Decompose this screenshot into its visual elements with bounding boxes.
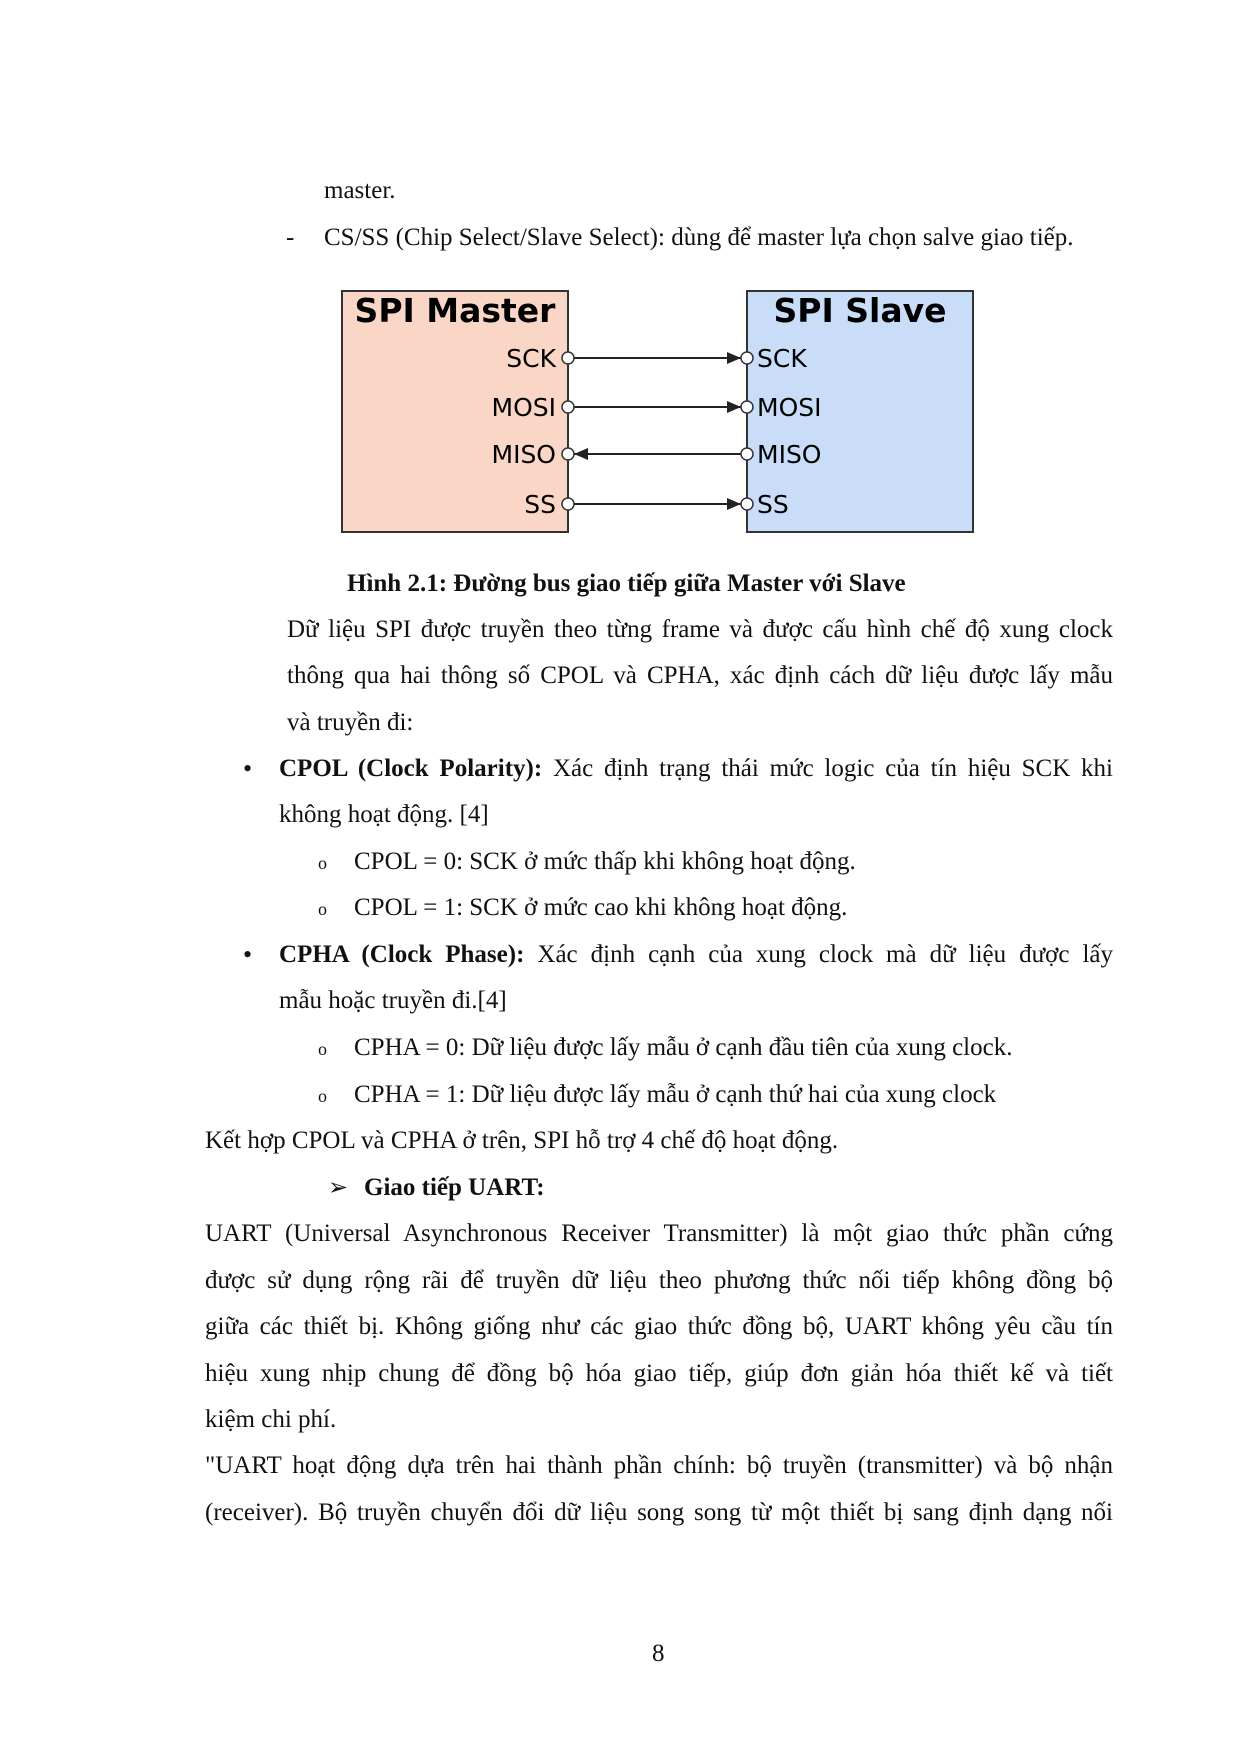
arrowhead-ss — [727, 498, 741, 510]
cpol-line2: không hoạt động. [4] — [279, 801, 489, 828]
spi-diagram — [341, 290, 977, 536]
cpol-sub-1: CPOL = 1: SCK ở mức cao khi không hoạt động. — [354, 894, 848, 921]
uart-para2-line1: "UART hoạt động dựa trên hai thành phần chính: bộ truyền (transmitter) và bộ nhận — [205, 1452, 1113, 1479]
arrowhead-miso — [574, 448, 588, 460]
slave-pin-sck — [741, 352, 753, 364]
dash-bullet: - — [286, 224, 295, 251]
cpha-term: CPHA (Clock Phase): — [279, 941, 525, 968]
master-title: SPI Master — [354, 291, 556, 330]
slave-pin-miso — [741, 448, 753, 460]
bullet-o: o — [318, 1039, 327, 1059]
cpha-sub-0: CPHA = 0: Dữ liệu được lấy mẫu ở cạnh đầu tiên của xung clock. — [354, 1034, 1013, 1061]
modes-line: Kết hợp CPOL và CPHA ở trên, SPI hỗ trợ 4 chế độ hoạt động. — [205, 1127, 839, 1154]
slave-pin-ss — [741, 498, 753, 510]
master-pin-mosi — [562, 401, 574, 413]
cpol-term: CPOL (Clock Polarity): — [279, 755, 543, 782]
slave-pin-mosi — [741, 401, 753, 413]
cs-ss-line: CS/SS (Chip Select/Slave Select): dùng để master lựa chọn salve giao tiếp. — [324, 224, 1074, 251]
uart-para1-line2: được sử dụng rộng rãi để truyền dữ liệu theo phương thức nối tiếp không đồng bộ — [205, 1267, 1113, 1294]
bullet-dot: • — [243, 940, 253, 969]
master-signal-ss: SS — [524, 490, 556, 519]
cpha-line1 — [279, 941, 1113, 969]
cpol-line1 — [279, 755, 1113, 783]
uart-para1-line4: hiệu xung nhịp chung để đồng bộ hóa giao tiếp, giúp đơn giản hóa thiết kế và tiết — [205, 1360, 1113, 1387]
slave-title: SPI Slave — [773, 291, 947, 330]
slave-signal-miso: MISO — [757, 440, 822, 469]
cpha-sub-1: CPHA = 1: Dữ liệu được lấy mẫu ở cạnh thứ hai của xung clock — [354, 1081, 997, 1108]
uart-para2-line2: (receiver). Bộ truyền chuyển đổi dữ liệu song song từ một thiết bị sang định dạng nối — [205, 1499, 1113, 1526]
cpha-desc: Xác định cạnh của xung clock mà dữ liệu được lấy — [524, 941, 1114, 968]
intro-continuation: master. — [324, 177, 396, 204]
slave-signal-mosi: MOSI — [757, 393, 822, 422]
uart-para1-line3: giữa các thiết bị. Không giống như các giao thức đồng bộ, UART không yêu cầu tín — [205, 1313, 1113, 1340]
cpha-line2: mẫu hoặc truyền đi.[4] — [279, 987, 507, 1014]
master-pin-ss — [562, 498, 574, 510]
para1-line2: thông qua hai thông số CPOL và CPHA, xác định cách dữ liệu được lấy mẫu — [287, 662, 1113, 689]
cpol-sub-0: CPOL = 0: SCK ở mức thấp khi không hoạt động. — [354, 848, 856, 875]
master-pin-sck — [562, 352, 574, 364]
cpol-desc: Xác định trạng thái mức logic của tín hiệu SCK khi — [542, 755, 1113, 782]
page-number: 8 — [652, 1640, 665, 1667]
slave-signal-sck: SCK — [757, 344, 807, 373]
master-signal-mosi: MOSI — [491, 393, 556, 422]
slave-signal-ss: SS — [757, 490, 789, 519]
bullet-o: o — [318, 1086, 327, 1106]
uart-heading: Giao tiếp UART: — [364, 1174, 545, 1201]
bullet-o: o — [318, 853, 327, 873]
para1-line1: Dữ liệu SPI được truyền theo từng frame và được cấu hình chế độ xung clock — [287, 616, 1113, 643]
uart-para1-line1: UART (Universal Asynchronous Receiver Transmitter) là một giao thức phần cứng — [205, 1220, 1113, 1247]
bullet-dot: • — [243, 754, 253, 783]
arrowhead-sck — [727, 352, 741, 364]
master-pin-miso — [562, 448, 574, 460]
arrowhead-mosi — [727, 401, 741, 413]
figure-caption: Hình 2.1: Đường bus giao tiếp giữa Master với Slave — [347, 570, 906, 597]
master-signal-miso: MISO — [491, 440, 556, 469]
master-signal-sck: SCK — [506, 344, 556, 373]
para1-line3: và truyền đi: — [287, 709, 414, 736]
arrow-bullet-icon: ➢ — [328, 1175, 349, 1201]
bullet-o: o — [318, 899, 327, 919]
uart-para1-line5: kiệm chi phí. — [205, 1406, 337, 1433]
